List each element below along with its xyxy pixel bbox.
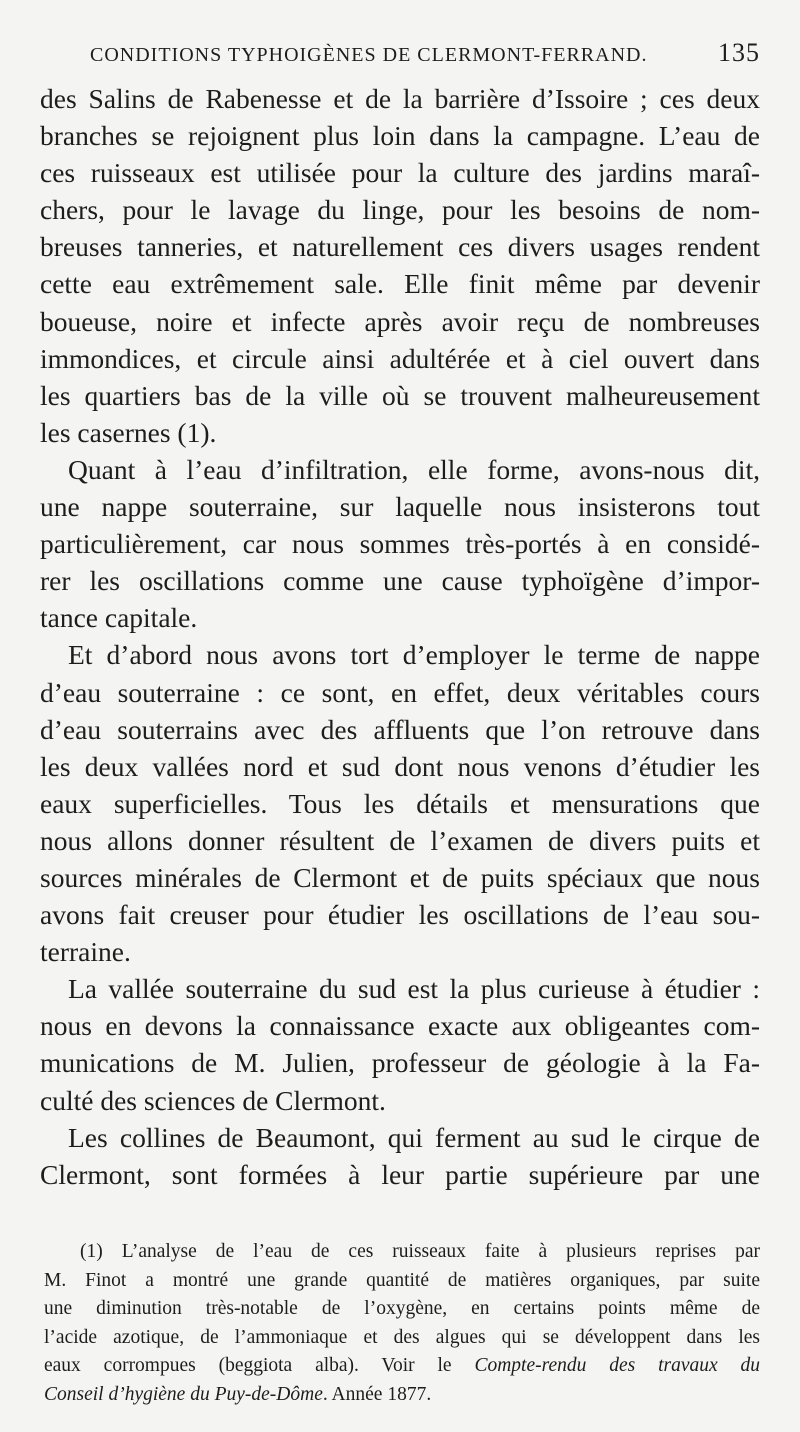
text-line: ces ruisseaux est utilisée pour la culture des jardins maraî-	[40, 157, 760, 189]
text-line: tance capitale.	[40, 602, 198, 634]
text-line: particulièrement, car nous sommes très-portés à en considé-	[40, 528, 760, 560]
footnote-line: (1) L’analyse de l’eau de ces ruisseaux faite à plusieurs reprises par	[80, 1241, 760, 1262]
text-line: Clermont, sont formées à leur partie supérieure par une	[40, 1158, 760, 1190]
paragraph-start-line: La vallée souterraine du sud est la plus curieuse à étudier :	[68, 973, 760, 1005]
footnote-text: eaux corrompues (beggiota alba). Voir le	[44, 1355, 452, 1376]
text-line: munications de M. Julien, professeur de géologie à la Fa-	[40, 1047, 760, 1079]
text-line: les deux vallées nord et sud dont nous venons d’étudier les	[40, 750, 760, 782]
text-line: boueuse, noire et infecte après avoir reçu de nombreuses	[40, 305, 760, 337]
text-line: d’eau souterraine : ce sont, en effet, deux véritables cours	[40, 676, 760, 708]
text-line: terraine.	[40, 936, 131, 968]
text-line: cette eau extrêmement sale. Elle finit même par devenir	[40, 268, 760, 300]
text-line: breuses tanneries, et naturellement ces divers usages rendent	[40, 231, 760, 263]
paragraph-start-line: Et d’abord nous avons tort d’employer le terme de nappe	[68, 639, 760, 671]
footnote-year: . Année 1877.	[322, 1383, 432, 1405]
page-number: 135	[718, 38, 760, 67]
text-line: eaux superficielles. Tous les détails et mensurations que	[40, 787, 760, 819]
text-line: nous en devons la connaissance exacte aux obligeantes com-	[40, 1010, 760, 1042]
text-line: une nappe souterraine, sur laquelle nous insisterons tout	[40, 491, 760, 523]
footnote	[44, 1238, 760, 1409]
running-head-title: CONDITIONS TYPHOIGÈNES DE CLERMONT-FERRAND.	[90, 44, 648, 66]
text-line: chers, pour le lavage du linge, pour les besoins de nom-	[40, 194, 760, 226]
text-line: les quartiers bas de la ville où se trouvent malheureusement	[40, 379, 760, 411]
running-head	[90, 38, 760, 68]
text-line: d’eau souterrains avec des affluents que l’on retrouve dans	[40, 713, 760, 745]
paragraph-start-line: Les collines de Beaumont, qui ferment au sud le cirque de	[68, 1121, 760, 1153]
footnote-line	[44, 1381, 760, 1410]
footnote-reference-title: Conseil d’hygiène du Puy-de-Dôme	[44, 1383, 323, 1405]
footnote-line: M. Finot a montré une grande quantité de matières organiques, par suite	[44, 1269, 760, 1291]
text-line: sources minérales de Clermont et de puits spéciaux que nous	[40, 861, 760, 893]
paragraph-start-line: Quant à l’eau d’infiltration, elle forme, avons-nous dit,	[68, 453, 760, 485]
text-line: immondices, et circule ainsi adultérée et à ciel ouvert dans	[40, 342, 760, 374]
text-line: rer les oscillations comme une cause typhoïgène d’impor-	[40, 565, 760, 597]
footnote-line: l’acide azotique, de l’ammoniaque et des algues qui se développent dans les	[44, 1326, 760, 1348]
footnote-line: une diminution très-notable de l’oxygène, en certains points même de	[44, 1298, 760, 1319]
body-text	[40, 80, 760, 1193]
text-line: culté des sciences de Clermont.	[40, 1084, 386, 1116]
text-line: des Salins de Rabenesse et de la barrière d’Issoire ; ces deux	[40, 83, 760, 114]
text-line: nous allons donner résultent de l’examen de divers puits et	[40, 824, 760, 856]
text-line: avons fait creuser pour étudier les oscillations de l’eau sou-	[40, 899, 760, 931]
text-line: branches se rejoignent plus loin dans la campagne. L’eau de	[40, 120, 760, 152]
footnote-line	[44, 1352, 760, 1381]
footnote-reference-title: Compte-rendu des travaux du	[474, 1355, 760, 1376]
text-line: les casernes (1).	[40, 416, 217, 448]
